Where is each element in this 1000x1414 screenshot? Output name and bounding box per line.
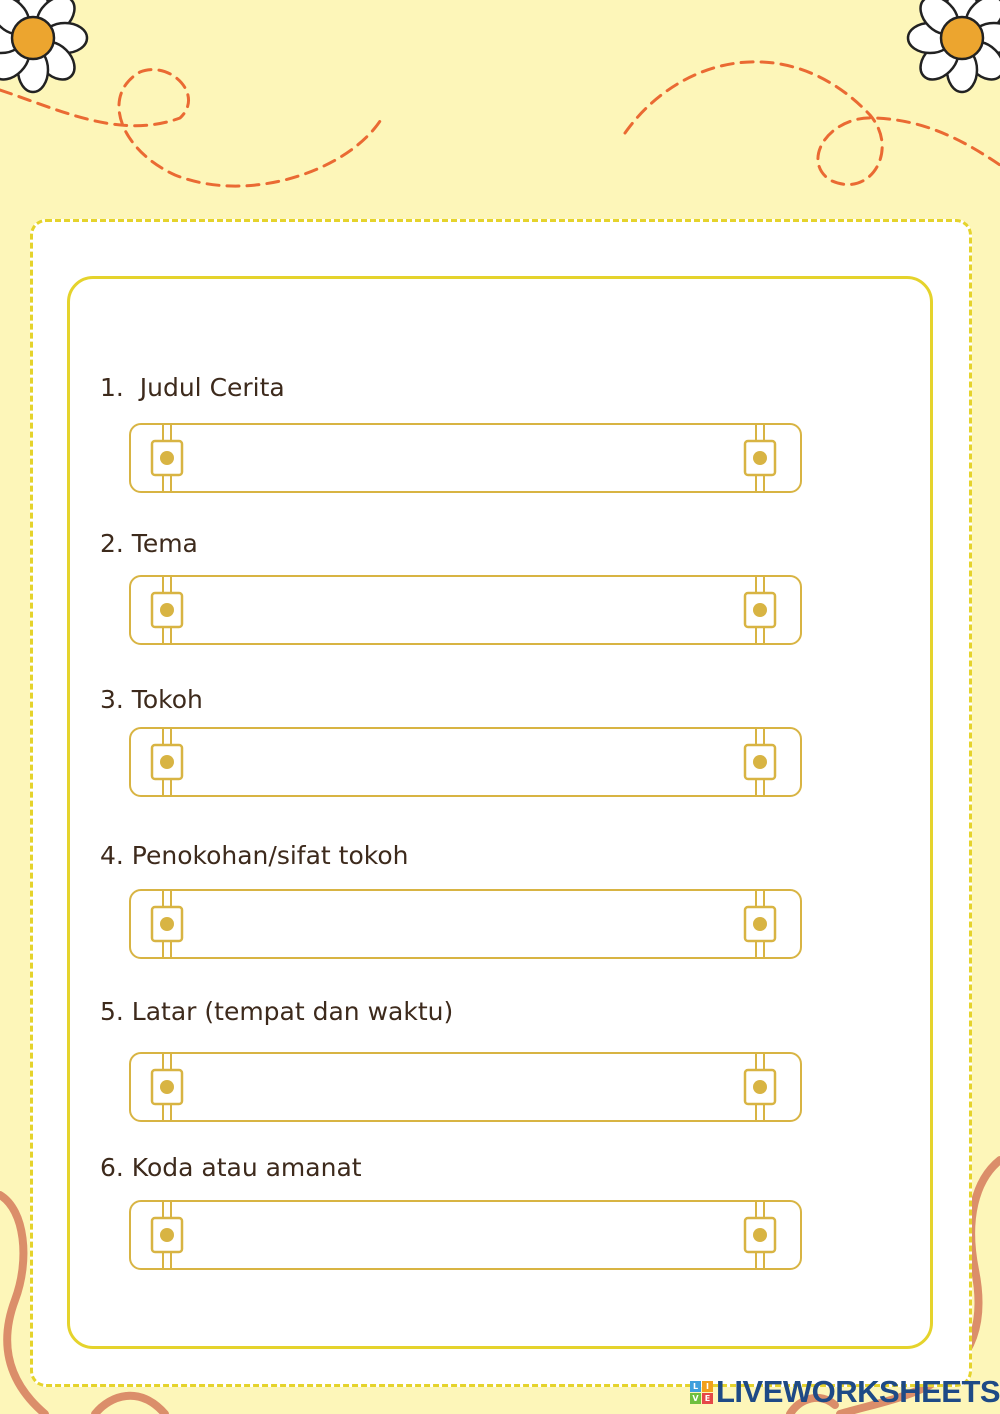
brand-name: LIVEWORKSHEETS [716,1374,1000,1409]
answer-field-clips [131,729,800,795]
question-label-4: 4. Penokohan/sifat tokoh [100,841,409,870]
question-label-1: 1. Judul Cerita [100,373,285,402]
answer-field-clips [131,425,800,491]
answer-field-1[interactable] [129,423,802,493]
daisy-flower-icon [908,0,1000,92]
answer-field-clip-icon-right [745,425,775,491]
answer-field-clip-icon-right [745,1054,775,1120]
answer-field-clip-icon-right [745,1202,775,1268]
corner-curve-left-2 [95,1396,165,1414]
answer-field-3[interactable] [129,727,802,797]
answer-field-5[interactable] [129,1052,802,1122]
question-label-2: 2. Tema [100,529,198,558]
daisy-flower-icon [0,0,87,92]
answer-field-4[interactable] [129,889,802,959]
answer-field-clip-icon-left [152,425,182,491]
logo-letter-l: L [690,1381,701,1392]
answer-field-clip-icon-left [152,729,182,795]
answer-field-clip-icon-left [152,1202,182,1268]
logo-letter-v: V [690,1393,701,1404]
answer-field-clip-icon-right [745,729,775,795]
answer-field-clips [131,1054,800,1120]
logo-letter-e: E [702,1393,713,1404]
answer-field-clip-icon-left [152,1054,182,1120]
answer-field-6[interactable] [129,1200,802,1270]
answer-field-clip-icon-right [745,891,775,957]
answer-field-clip-icon-left [152,891,182,957]
answer-field-2[interactable] [129,575,802,645]
answer-field-clips [131,1202,800,1268]
liveworksheets-brand [690,1374,1000,1410]
answer-field-clip-icon-right [745,577,775,643]
question-label-5: 5. Latar (tempat dan waktu) [100,997,454,1026]
answer-field-clip-icon-left [152,577,182,643]
answer-field-clips [131,891,800,957]
question-label-6: 6. Koda atau amanat [100,1153,362,1182]
logo-letter-i: I [702,1381,713,1392]
question-label-3: 3. Tokoh [100,685,203,714]
answer-field-clips [131,577,800,643]
liveworksheets-logo-icon [690,1381,713,1404]
dashed-flight-path-left [0,70,382,187]
dashed-flight-path-right [625,62,1000,185]
